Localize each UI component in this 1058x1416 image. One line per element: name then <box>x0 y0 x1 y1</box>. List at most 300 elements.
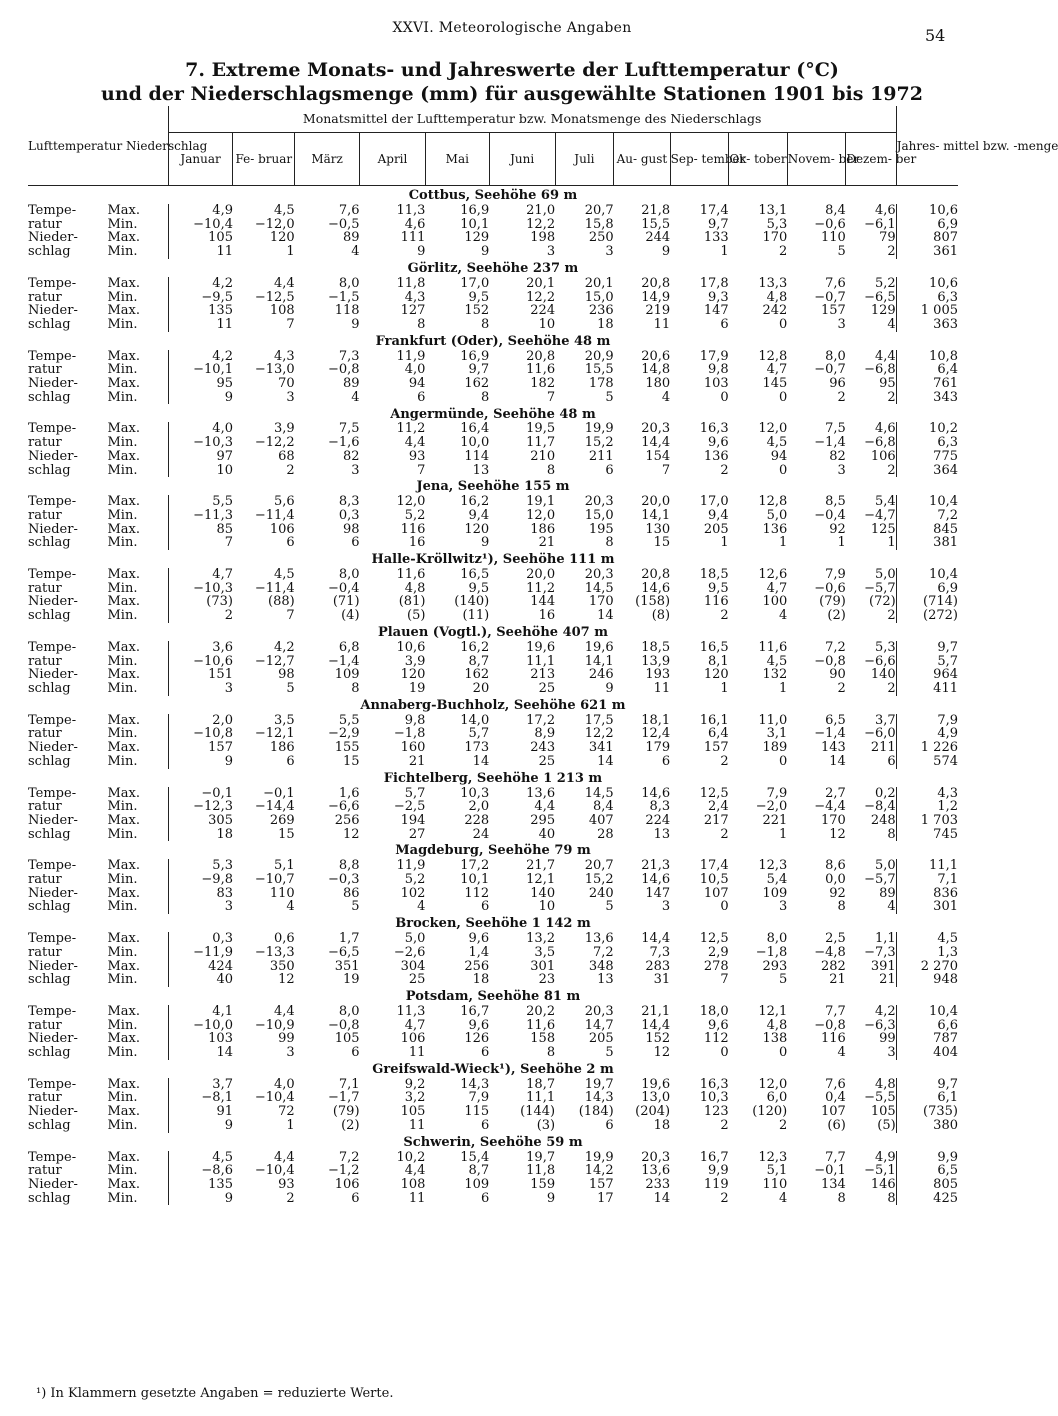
data-cell: 186 <box>269 740 295 756</box>
data-cell: 28 <box>597 826 614 842</box>
data-cell: 8,3 <box>649 799 671 815</box>
data-cell: −10,7 <box>254 872 295 888</box>
data-cell: 13,0 <box>641 1090 671 1106</box>
station-row <box>28 550 958 568</box>
data-cell: 5,0 <box>404 931 426 947</box>
data-cell: 15 <box>653 535 671 551</box>
data-cell: 0,3 <box>168 932 233 946</box>
station-name: Plauen (Vogtl.), Seehöhe 407 m <box>377 625 609 641</box>
data-cell: 20,9 <box>584 348 614 364</box>
data-cell: 14,3 <box>460 1076 490 1092</box>
data-cell: 14,1 <box>641 507 671 523</box>
data-cell: −11,9 <box>168 946 233 960</box>
table-row <box>28 1178 958 1192</box>
data-cell: 21,1 <box>641 1003 671 1019</box>
data-cell: 94 <box>408 376 426 392</box>
data-cell: −6,3 <box>864 1017 896 1033</box>
data-cell: 14,5 <box>584 785 614 801</box>
data-cell: 14,3 <box>584 1090 614 1106</box>
row-kind: Max. <box>107 1149 141 1165</box>
annual-cell: 845 <box>896 523 958 537</box>
data-cell: 248 <box>870 812 896 828</box>
data-cell: 21,3 <box>641 858 671 874</box>
data-cell: 11,6 <box>758 639 788 655</box>
data-cell: 147 <box>703 303 729 319</box>
data-cell: 304 <box>400 958 426 974</box>
data-cell: 9,5 <box>468 289 490 305</box>
data-cell: 12,5 <box>699 785 729 801</box>
data-cell: 116 <box>703 594 729 610</box>
data-cell: 18,5 <box>641 639 671 655</box>
data-cell: 1,4 <box>468 944 490 960</box>
data-cell: 99 <box>278 1031 295 1047</box>
data-cell: 6 <box>351 535 360 551</box>
data-cell: 16,7 <box>460 1003 490 1019</box>
table-row <box>28 814 958 828</box>
data-cell: 12,0 <box>396 494 426 510</box>
data-cell: 107 <box>821 1104 846 1120</box>
data-cell: 11,9 <box>396 348 426 364</box>
annual-cell: 4,5 <box>896 932 958 946</box>
data-cell: 20 <box>472 680 490 696</box>
data-cell: −1,6 <box>327 435 360 451</box>
data-cell: −12,5 <box>254 289 295 305</box>
data-cell: 4,6 <box>875 421 896 437</box>
annual-cell: 10,4 <box>896 495 958 509</box>
data-cell: −0,8 <box>327 1017 360 1033</box>
table-row <box>28 464 958 478</box>
data-cell: 0 <box>778 462 788 478</box>
data-cell: 8,1 <box>708 653 729 669</box>
data-cell: 12,4 <box>641 726 671 742</box>
row-kind: Min. <box>107 1045 138 1061</box>
row-label: schlag <box>28 1117 71 1133</box>
data-cell: 7,7 <box>825 1149 846 1165</box>
data-cell: 11 <box>408 1045 426 1061</box>
data-cell: 5,5 <box>168 495 233 509</box>
data-cell: 19,1 <box>526 494 556 510</box>
table-row <box>28 800 958 814</box>
station-name: Schwerin, Seehöhe 59 m <box>403 1134 583 1150</box>
data-cell: 99 <box>879 1031 896 1047</box>
row-label: Nieder- <box>28 376 78 392</box>
data-cell: 16,5 <box>699 639 729 655</box>
annual-cell: 363 <box>896 318 958 332</box>
data-cell: 210 <box>530 448 556 464</box>
row-kind: Min. <box>107 316 138 332</box>
annual-cell: 6,9 <box>896 218 958 232</box>
data-cell: 8 <box>480 389 490 405</box>
data-cell: 341 <box>588 740 614 756</box>
data-cell: 178 <box>588 376 614 392</box>
data-cell: 3 <box>887 1045 896 1061</box>
table-row <box>28 231 958 245</box>
data-cell: −10,1 <box>168 363 233 377</box>
data-cell: (5) <box>407 608 426 624</box>
data-cell: 12,0 <box>758 1076 788 1092</box>
data-cell: 5,2 <box>404 507 426 523</box>
annual-cell: 7,1 <box>896 873 958 887</box>
data-cell: 25 <box>538 680 556 696</box>
annual-cell: 805 <box>896 1178 958 1192</box>
data-cell: 14,4 <box>641 931 671 947</box>
data-cell: 1 <box>837 535 846 551</box>
data-cell: 93 <box>278 1176 295 1192</box>
data-cell: 120 <box>269 230 295 246</box>
data-cell: 0 <box>778 389 788 405</box>
annual-cell: 10,6 <box>896 277 958 291</box>
data-cell: 2 <box>837 680 846 696</box>
month-header: März <box>295 133 360 186</box>
data-cell: 9 <box>605 680 614 696</box>
annual-cell: 404 <box>896 1046 958 1060</box>
data-cell: 240 <box>588 885 614 901</box>
data-cell: 301 <box>530 958 556 974</box>
data-cell: 79 <box>879 230 896 246</box>
row-label: Tempe- <box>28 348 77 364</box>
row-kind: Max. <box>107 376 141 392</box>
data-cell: 82 <box>829 448 846 464</box>
row-label: Tempe- <box>28 421 77 437</box>
data-cell: 16,5 <box>460 567 490 583</box>
data-cell: 7,5 <box>338 421 360 437</box>
row-label: schlag <box>28 899 71 915</box>
data-cell: −1,4 <box>814 435 846 451</box>
data-cell: 20,2 <box>526 1003 556 1019</box>
data-cell: 19,6 <box>641 1076 671 1092</box>
station-name: Potsdam, Seehöhe 81 m <box>405 989 581 1005</box>
station-name: Brocken, Seehöhe 1 142 m <box>395 916 591 932</box>
data-cell: 5,7 <box>468 726 490 742</box>
annual-cell: 6,4 <box>896 363 958 377</box>
data-cell: (140) <box>454 594 490 610</box>
data-cell: 1 <box>720 535 729 551</box>
data-cell: 12 <box>653 1045 671 1061</box>
data-cell: 194 <box>400 812 426 828</box>
row-kind: Min. <box>107 507 138 523</box>
data-cell: 8,0 <box>825 348 846 364</box>
data-cell: 3,5 <box>534 944 556 960</box>
data-cell: 21,7 <box>526 858 556 874</box>
annual-cell: 2 270 <box>896 960 958 974</box>
data-cell: (204) <box>635 1104 671 1120</box>
data-cell: 18,5 <box>699 567 729 583</box>
data-cell: 160 <box>400 740 426 756</box>
data-cell: 1,6 <box>338 785 360 801</box>
station-row <box>28 404 958 422</box>
data-cell: 13,9 <box>641 653 671 669</box>
data-cell: 8 <box>837 899 846 915</box>
row-label: Nieder- <box>28 448 78 464</box>
data-cell: −10,4 <box>168 218 233 232</box>
row-label: schlag <box>28 608 71 624</box>
data-cell: 6 <box>286 535 295 551</box>
data-cell: −13,3 <box>254 944 295 960</box>
row-kind: Max. <box>107 203 141 218</box>
table-row <box>28 859 958 873</box>
row-label: ratur <box>28 872 62 888</box>
data-cell: −2,0 <box>755 799 788 815</box>
data-cell: −9,8 <box>168 873 233 887</box>
station-name: Jena, Seehöhe 155 m <box>416 479 570 495</box>
data-cell: 109 <box>762 885 788 901</box>
data-cell: 350 <box>269 958 295 974</box>
data-cell: 13,1 <box>758 203 788 218</box>
data-cell: 8 <box>546 1045 556 1061</box>
data-cell: 2 <box>887 244 896 260</box>
table-row <box>28 291 958 305</box>
row-label: schlag <box>28 680 71 696</box>
data-cell: 4,7 <box>168 568 233 582</box>
data-cell: 95 <box>168 377 233 391</box>
data-cell: 18 <box>653 1117 671 1133</box>
annual-cell: 836 <box>896 887 958 901</box>
row-kind: Min. <box>107 462 138 478</box>
annual-cell: 7,2 <box>896 509 958 523</box>
data-cell: 20,0 <box>526 567 556 583</box>
data-cell: 4,2 <box>168 350 233 364</box>
data-cell: 3 <box>605 244 614 260</box>
station-row <box>28 696 958 714</box>
data-cell: 15,4 <box>460 1149 490 1165</box>
table-row <box>28 523 958 537</box>
data-cell: −10,4 <box>254 1163 295 1179</box>
data-cell: 9,5 <box>708 580 729 596</box>
data-cell: 13 <box>653 826 671 842</box>
table-row <box>28 1151 958 1165</box>
data-cell: 4 <box>887 316 896 332</box>
row-kind: Min. <box>107 1190 138 1206</box>
annual-cell: 1,3 <box>896 946 958 960</box>
data-cell: 7 <box>168 536 233 550</box>
data-cell: 15,8 <box>584 216 614 232</box>
data-cell: 6 <box>887 753 896 769</box>
data-cell: 4,8 <box>875 1076 896 1092</box>
table-row <box>28 595 958 609</box>
data-cell: 278 <box>703 958 729 974</box>
data-cell: 89 <box>879 885 896 901</box>
data-cell: −0,5 <box>327 216 360 232</box>
data-cell: 211 <box>870 740 896 756</box>
data-cell: 4,3 <box>404 289 426 305</box>
data-cell: 224 <box>645 812 671 828</box>
data-cell: 140 <box>530 885 556 901</box>
data-cell: 19,5 <box>526 421 556 437</box>
table-row <box>28 450 958 464</box>
data-cell: −9,5 <box>168 291 233 305</box>
data-cell: 15,0 <box>584 289 614 305</box>
data-cell: 4,4 <box>875 348 896 364</box>
data-cell: 4 <box>837 1045 846 1061</box>
data-cell: 256 <box>334 812 360 828</box>
data-cell: 3,9 <box>404 653 426 669</box>
data-cell: 4,6 <box>404 216 426 232</box>
table-row <box>28 668 958 682</box>
data-cell: 12,1 <box>526 872 556 888</box>
data-cell: 246 <box>588 667 614 683</box>
data-cell: 11,1 <box>526 1090 556 1106</box>
annual-cell: 775 <box>896 450 958 464</box>
annual-cell: 9,7 <box>896 641 958 655</box>
data-cell: 151 <box>168 668 233 682</box>
data-cell: 7 <box>286 608 295 624</box>
data-cell: 152 <box>464 303 490 319</box>
data-cell: 6 <box>417 389 426 405</box>
data-cell: 102 <box>400 885 426 901</box>
row-kind: Min. <box>107 244 138 260</box>
data-cell: 4,5 <box>274 567 295 583</box>
annual-cell: 10,4 <box>896 568 958 582</box>
data-cell: −10,6 <box>168 655 233 669</box>
data-cell: 5 <box>605 389 614 405</box>
station-name: Angermünde, Seehöhe 48 m <box>390 406 596 422</box>
data-cell: −5,7 <box>864 580 896 596</box>
data-cell: 16 <box>538 608 556 624</box>
data-cell: 4,4 <box>534 799 556 815</box>
data-cell: 11,9 <box>396 858 426 874</box>
data-cell: 12,3 <box>758 1149 788 1165</box>
data-cell: (6) <box>827 1117 846 1133</box>
data-cell: 6 <box>480 899 490 915</box>
row-kind: Max. <box>107 1076 141 1092</box>
data-cell: 96 <box>829 376 846 392</box>
data-cell: −0,8 <box>327 362 360 378</box>
data-cell: 2 <box>720 462 729 478</box>
data-cell: 20,1 <box>584 275 614 291</box>
table-row <box>28 218 958 232</box>
data-cell: 2,4 <box>708 799 729 815</box>
row-label: ratur <box>28 216 62 232</box>
data-cell: 157 <box>821 303 846 319</box>
month-header: Mai <box>425 133 489 186</box>
annual-cell: 5,7 <box>896 655 958 669</box>
data-cell: 16,9 <box>460 348 490 364</box>
data-cell: 4,9 <box>168 204 233 218</box>
row-kind: Max. <box>107 885 141 901</box>
data-cell: 1,1 <box>875 931 896 947</box>
data-cell: 12,8 <box>758 348 788 364</box>
data-cell: −11,3 <box>168 509 233 523</box>
annual-header: Jahres- mittel bzw. -menge <box>896 106 958 186</box>
data-cell: 115 <box>464 1104 490 1120</box>
row-kind: Max. <box>107 639 141 655</box>
data-cell: 18,0 <box>699 1003 729 1019</box>
data-cell: 21 <box>829 972 846 988</box>
data-cell: 110 <box>762 1176 788 1192</box>
annual-cell: 381 <box>896 536 958 550</box>
data-cell: 8 <box>546 462 556 478</box>
table-row <box>28 377 958 391</box>
data-cell: 19,6 <box>584 639 614 655</box>
data-cell: 2,5 <box>825 931 846 947</box>
station-row <box>28 186 958 205</box>
data-cell: (79) <box>819 594 846 610</box>
data-cell: 15,2 <box>584 872 614 888</box>
data-cell: 95 <box>879 376 896 392</box>
data-cell: 14,9 <box>641 289 671 305</box>
data-cell: 5,0 <box>875 858 896 874</box>
data-cell: 7,6 <box>338 203 360 218</box>
data-cell: 129 <box>464 230 490 246</box>
data-cell: 4,2 <box>168 277 233 291</box>
data-cell: 7,2 <box>592 944 614 960</box>
data-cell: 20,8 <box>641 275 671 291</box>
data-cell: 92 <box>829 521 846 537</box>
data-cell: 180 <box>645 376 671 392</box>
annual-cell: 948 <box>896 973 958 987</box>
data-cell: 283 <box>645 958 671 974</box>
table-row <box>28 1091 958 1105</box>
data-cell: 93 <box>408 448 426 464</box>
data-cell: 9 <box>417 244 426 260</box>
data-cell: 10,3 <box>460 785 490 801</box>
row-label: Tempe- <box>28 639 77 655</box>
table-row <box>28 1192 958 1206</box>
footnote: ¹) In Klammern gesetzte Angaben = reduzierte Werte. <box>36 1386 394 1401</box>
row-label: Nieder- <box>28 230 78 246</box>
data-cell: 9,6 <box>708 1017 729 1033</box>
data-cell: 89 <box>342 376 360 392</box>
row-kind: Min. <box>107 799 138 815</box>
station-row <box>28 987 958 1005</box>
annual-cell: 6,1 <box>896 1091 958 1105</box>
data-cell: 157 <box>588 1176 614 1192</box>
data-cell: 8,5 <box>825 494 846 510</box>
data-cell: 16,4 <box>460 421 490 437</box>
data-cell: 40 <box>538 826 556 842</box>
data-cell: 14,1 <box>584 653 614 669</box>
data-cell: 4,6 <box>875 203 896 218</box>
data-cell: 17,4 <box>699 203 729 218</box>
data-cell: 132 <box>762 667 788 683</box>
data-cell: 136 <box>762 521 788 537</box>
data-cell: 70 <box>278 376 295 392</box>
data-cell: 7,1 <box>338 1076 360 1092</box>
data-cell: 4 <box>286 899 295 915</box>
data-cell: 2 <box>887 462 896 478</box>
data-cell: (158) <box>635 594 671 610</box>
data-cell: 15,0 <box>584 507 614 523</box>
row-kind: Min. <box>107 608 138 624</box>
data-cell: 112 <box>703 1031 729 1047</box>
data-cell: −11,4 <box>254 580 295 596</box>
data-cell: 4,2 <box>274 639 295 655</box>
data-cell: 91 <box>168 1105 233 1119</box>
annual-cell: 9,9 <box>896 1151 958 1165</box>
data-cell: 17,2 <box>526 712 556 728</box>
data-cell: 186 <box>530 521 556 537</box>
data-cell: 4,7 <box>766 362 788 378</box>
data-cell: 103 <box>703 376 729 392</box>
data-cell: 3,2 <box>404 1090 426 1106</box>
row-kind: Max. <box>107 448 141 464</box>
data-cell: 0,3 <box>338 507 360 523</box>
data-cell: 18,1 <box>641 712 671 728</box>
row-label: Nieder- <box>28 1104 78 1120</box>
data-cell: 86 <box>342 885 360 901</box>
data-cell: 4 <box>351 244 360 260</box>
data-cell: 9,4 <box>708 507 729 523</box>
data-cell: 147 <box>645 885 671 901</box>
data-cell: 13,6 <box>526 785 556 801</box>
row-kind: Max. <box>107 858 141 874</box>
data-cell: 129 <box>870 303 896 319</box>
data-cell: −0,4 <box>814 507 846 523</box>
data-cell: (88) <box>268 594 295 610</box>
row-kind: Min. <box>107 680 138 696</box>
annual-cell: 9,7 <box>896 1078 958 1092</box>
data-cell: 250 <box>588 230 614 246</box>
